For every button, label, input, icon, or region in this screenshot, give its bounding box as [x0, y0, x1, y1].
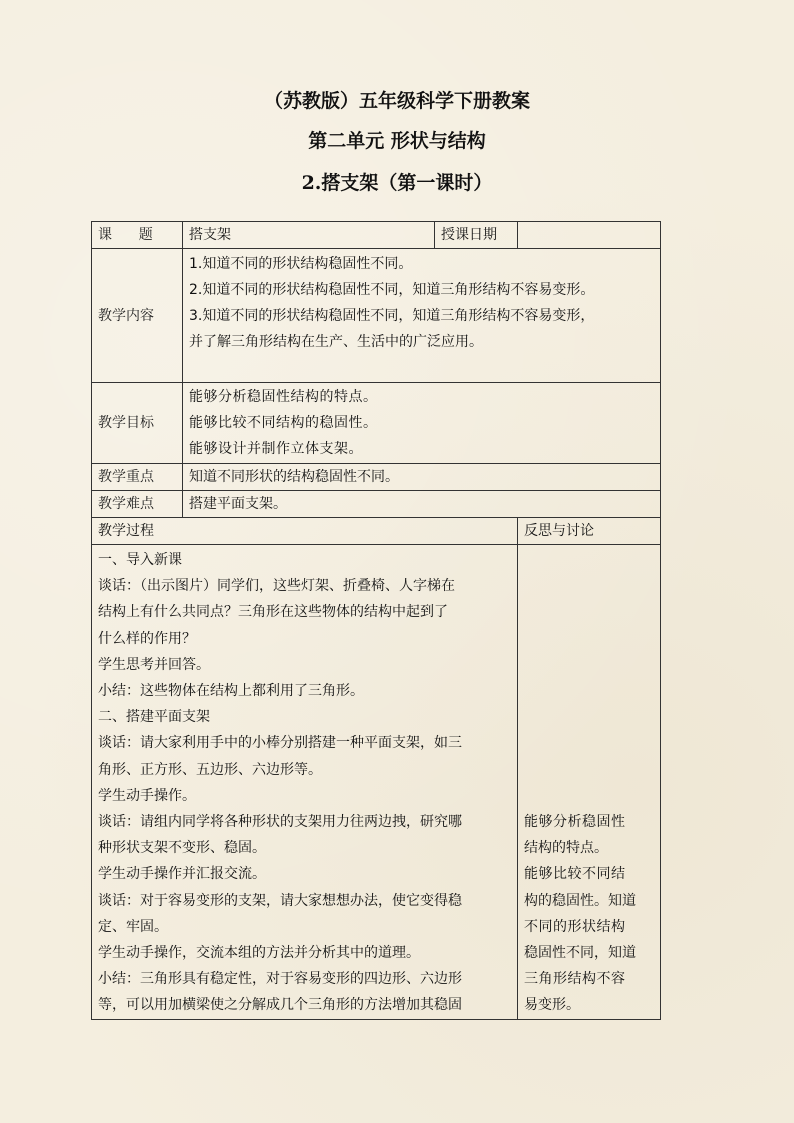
focus-value: 知道不同形状的结构稳固性不同。	[183, 464, 661, 491]
process-line: 小结：三角形具有稳定性，对于容易变形的四边形、六边形	[98, 971, 462, 988]
reflection-line: 三角形结构不容	[524, 971, 626, 988]
reflection-body	[518, 545, 661, 1020]
topic-value: 搭支架	[183, 222, 435, 249]
process-line: 一、导入新课	[98, 552, 182, 568]
difficulty-row	[92, 491, 661, 518]
process-row	[92, 545, 661, 1020]
goals-value	[183, 383, 661, 464]
process-line: 等，可以用加横梁使之分解成几个三角形的方法增加其稳固	[98, 997, 462, 1014]
reflection-line: 能够比较不同结	[524, 866, 626, 883]
goal-line: 能够设计并制作立体支架。	[189, 441, 363, 457]
content-row	[92, 249, 661, 383]
lesson-title: 2.搭支架（第一课时）	[301, 172, 493, 194]
content-line: 3.知道不同的形状结构稳固性不同，知道三角形结构不容易变形，	[189, 308, 595, 324]
content-value	[183, 249, 661, 383]
process-line: 谈话：请组内同学将各种形状的支架用力往两边拽，研究哪	[98, 814, 462, 831]
difficulty-label: 教学难点	[92, 491, 183, 518]
process-line: 学生动手操作并汇报交流。	[98, 866, 266, 883]
process-line: 学生动手操作。	[98, 787, 196, 804]
process-body	[92, 545, 518, 1020]
reflection-line: 易变形。	[524, 997, 580, 1014]
topic-row	[92, 222, 661, 249]
process-line: 学生动手操作，交流本组的方法并分析其中的道理。	[98, 945, 420, 962]
process-line: 小结：这些物体在结构上都利用了三角形。	[98, 683, 364, 700]
reflection-line: 能够分析稳固性	[524, 814, 626, 831]
topic-label	[92, 222, 183, 249]
process-header-row	[92, 518, 661, 545]
process-line: 定、牢固。	[98, 918, 168, 935]
date-value	[518, 222, 661, 249]
focus-label: 教学重点	[92, 464, 183, 491]
process-label: 教学过程	[92, 518, 518, 545]
date-label: 授课日期	[435, 222, 518, 249]
reflection-line: 稳固性不同，知道	[524, 945, 636, 962]
goal-line: 能够分析稳固性结构的特点。	[189, 389, 378, 405]
goals-label: 教学目标	[92, 383, 183, 464]
lesson-plan-table	[91, 221, 661, 1020]
reflection-line: 结构的特点。	[524, 840, 608, 857]
process-line: 谈话：请大家利用手中的小棒分别搭建一种平面支架，如三	[98, 735, 462, 752]
reflection-label: 反思与讨论	[518, 518, 661, 545]
process-line: 学生思考并回答。	[98, 656, 210, 673]
reflection-line: 构的稳固性。知道	[524, 892, 636, 909]
content-line: 并了解三角形结构在生产、生活中的广泛应用。	[189, 334, 483, 350]
content-label: 教学内容	[92, 249, 183, 383]
process-line: 谈话：对于容易变形的支架，请大家想想办法，使它变得稳	[98, 892, 462, 909]
process-line: 结构上有什么共同点？三角形在这些物体的结构中起到了	[98, 604, 448, 621]
process-line: 什么样的作用？	[98, 630, 196, 647]
content-line: 2.知道不同的形状结构稳固性不同，知道三角形结构不容易变形。	[189, 282, 595, 298]
process-line: 谈话：（出示图片）同学们，这些灯架、折叠椅、人字梯在	[98, 578, 455, 595]
topic-label-text: 课 题	[98, 227, 153, 243]
process-line: 种形状支架不变形、稳固。	[98, 840, 266, 857]
difficulty-value: 搭建平面支架。	[183, 491, 661, 518]
document-title: （苏教版）五年级科学下册教案	[263, 90, 530, 112]
content-line: 1.知道不同的形状结构稳固性不同。	[189, 256, 413, 272]
process-line: 角形、正方形、五边形、六边形等。	[98, 761, 322, 778]
goal-line: 能够比较不同结构的稳固性。	[189, 415, 378, 431]
reflection-line: 不同的形状结构	[524, 918, 626, 935]
focus-row	[92, 464, 661, 491]
unit-title: 第二单元 形状与结构	[308, 130, 486, 152]
process-line: 二、搭建平面支架	[98, 709, 210, 726]
goals-row	[92, 383, 661, 464]
